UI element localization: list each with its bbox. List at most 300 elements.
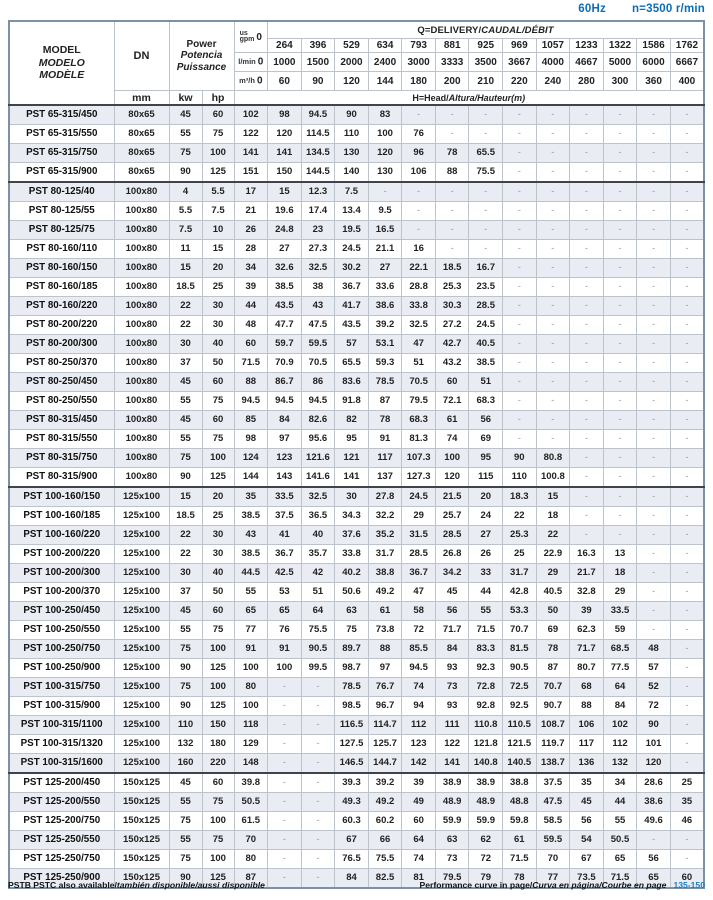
head-cell: - [268, 754, 302, 774]
hp-cell: 50 [202, 354, 234, 373]
kw-cell: 90 [169, 468, 202, 488]
model-cell: PST 80-315/550 [9, 430, 114, 449]
head-cell: - [670, 659, 704, 678]
head-cell: 31.7 [368, 545, 402, 564]
head-cell: 15 [268, 182, 302, 202]
head-cell: 83 [368, 105, 402, 125]
head-cell: 70.7 [536, 678, 570, 697]
head-cell: 66 [368, 831, 402, 850]
hp-cell: 60 [202, 411, 234, 430]
head-cell: - [503, 316, 537, 335]
head-cell: 120 [268, 125, 302, 144]
head-cell: - [435, 240, 469, 259]
head-cell: 21.5 [435, 487, 469, 507]
head-cell: 70.5 [402, 373, 436, 392]
head-cell: 71.5 [469, 621, 503, 640]
hp-cell: 10 [202, 221, 234, 240]
kw-cell: 90 [169, 163, 202, 183]
dn-cell: 100x80 [114, 202, 169, 221]
head-cell: - [637, 507, 671, 526]
dn-cell: 100x80 [114, 240, 169, 259]
dn-cell: 125x100 [114, 735, 169, 754]
head-cell: 89.7 [335, 640, 369, 659]
head-cell: 100 [234, 659, 268, 678]
head-cell: 55 [603, 812, 637, 831]
head-cell: - [603, 526, 637, 545]
head-cell: 21 [234, 202, 268, 221]
hp-cell: 75 [202, 125, 234, 144]
head-cell: 48 [637, 640, 671, 659]
hp-cell: 20 [202, 259, 234, 278]
hp-cell: 100 [202, 640, 234, 659]
head-cell: - [570, 430, 604, 449]
head-cell: 59.5 [301, 335, 335, 354]
head-cell: - [637, 526, 671, 545]
hp-unit-header: hp [202, 91, 234, 106]
head-cell: - [536, 278, 570, 297]
head-cell: - [603, 354, 637, 373]
head-cell: 65 [268, 602, 302, 621]
kw-cell: 7.5 [169, 221, 202, 240]
head-cell: 68.3 [402, 411, 436, 430]
dn-column-header: DN [114, 21, 169, 91]
kw-cell: 15 [169, 487, 202, 507]
hp-cell: 30 [202, 297, 234, 316]
table-row [9, 125, 704, 144]
head-cell: 40.2 [335, 564, 369, 583]
head-cell: 137 [368, 468, 402, 488]
head-cell: 43 [301, 297, 335, 316]
head-cell: - [603, 316, 637, 335]
head-cell: 52 [637, 678, 671, 697]
head-cell: - [670, 716, 704, 735]
table-row [9, 202, 704, 221]
table-row [9, 105, 704, 125]
head-cell: 32.2 [368, 507, 402, 526]
head-cell: 84 [603, 697, 637, 716]
head-cell: - [670, 526, 704, 545]
flow-value-cell: 2000 [335, 53, 369, 72]
table-row [9, 468, 704, 488]
head-cell: 116.5 [335, 716, 369, 735]
head-cell: - [670, 621, 704, 640]
head-cell: - [670, 583, 704, 602]
head-cell: 100.8 [536, 468, 570, 488]
hp-cell: 100 [202, 678, 234, 697]
head-cell: 68.5 [603, 640, 637, 659]
head-cell: 140 [335, 163, 369, 183]
head-cell: - [301, 831, 335, 850]
us-gpm-unit-label: us gpm [239, 29, 255, 43]
head-cell: 65.5 [469, 144, 503, 163]
head-cell: 151 [234, 163, 268, 183]
table-row [9, 621, 704, 640]
kw-cell: 75 [169, 812, 202, 831]
head-cell: - [268, 716, 302, 735]
dn-cell: 100x80 [114, 335, 169, 354]
head-cell: 77 [234, 621, 268, 640]
head-cell: 78 [435, 144, 469, 163]
head-cell: 132 [603, 754, 637, 774]
dn-cell: 100x80 [114, 468, 169, 488]
dn-cell: 100x80 [114, 411, 169, 430]
kw-cell: 22 [169, 545, 202, 564]
kw-cell: 75 [169, 640, 202, 659]
head-cell: 91 [268, 640, 302, 659]
head-cell: - [570, 316, 604, 335]
head-cell: - [570, 240, 604, 259]
head-cell: - [637, 221, 671, 240]
head-cell: 94.5 [234, 392, 268, 411]
head-cell: - [469, 105, 503, 125]
head-cell: 18 [536, 507, 570, 526]
head-cell: - [670, 373, 704, 392]
head-cell: 25.7 [435, 507, 469, 526]
head-cell: 144.7 [368, 754, 402, 774]
head-cell: 35 [670, 793, 704, 812]
head-cell: 23.5 [469, 278, 503, 297]
head-cell: 45 [570, 793, 604, 812]
head-cell: - [503, 297, 537, 316]
flow-value-cell: 4000 [536, 53, 570, 72]
table-row [9, 278, 704, 297]
model-cell: PST 65-315/900 [9, 163, 114, 183]
head-cell: - [570, 392, 604, 411]
head-cell: 26 [469, 545, 503, 564]
head-cell: - [670, 259, 704, 278]
head-cell: 39 [234, 278, 268, 297]
model-cell: PST 80-160/220 [9, 297, 114, 316]
hp-cell: 100 [202, 812, 234, 831]
model-cell: PST 80-315/450 [9, 411, 114, 430]
model-cell: PST 100-315/1320 [9, 735, 114, 754]
head-cell: 80 [234, 678, 268, 697]
flow-value-cell: 529 [335, 39, 369, 53]
kw-cell: 37 [169, 583, 202, 602]
head-cell: 33.8 [402, 297, 436, 316]
dn-cell: 150x125 [114, 773, 169, 793]
model-cell: PST 80-160/110 [9, 240, 114, 259]
table-row [9, 411, 704, 430]
hp-cell: 50 [202, 583, 234, 602]
head-cell: 40.5 [469, 335, 503, 354]
head-cell: - [603, 335, 637, 354]
head-cell: - [670, 163, 704, 183]
head-cell: 77.5 [603, 659, 637, 678]
head-cell: 47 [402, 583, 436, 602]
head-cell: 44 [603, 793, 637, 812]
kw-cell: 75 [169, 144, 202, 163]
head-cell: - [637, 182, 671, 202]
head-cell: 26.8 [435, 545, 469, 564]
table-row [9, 449, 704, 468]
flow-value-cell: 4667 [570, 53, 604, 72]
head-cell: 101 [637, 735, 671, 754]
head-cell: 68 [570, 678, 604, 697]
head-cell: 76 [268, 621, 302, 640]
head-cell: 13.4 [335, 202, 369, 221]
head-cell: 30 [335, 487, 369, 507]
head-cell: 80 [234, 850, 268, 869]
model-cell: PST 80-250/450 [9, 373, 114, 392]
head-cell: - [503, 259, 537, 278]
head-cell: 29 [536, 564, 570, 583]
head-cell: 22.9 [536, 545, 570, 564]
head-cell: 38.8 [503, 773, 537, 793]
head-cell: 34 [603, 773, 637, 793]
head-cell: - [670, 335, 704, 354]
table-row [9, 850, 704, 869]
speed-label: n=3500 r/min [631, 3, 705, 15]
head-cell: - [435, 221, 469, 240]
head-cell: 47.5 [536, 793, 570, 812]
flow-value-cell: 1000 [268, 53, 302, 72]
head-cell: - [670, 487, 704, 507]
head-cell: 63 [435, 831, 469, 850]
head-cell: 77 [536, 869, 570, 889]
head-cell: 134.5 [301, 144, 335, 163]
head-cell: 85 [234, 411, 268, 430]
head-cell: - [603, 259, 637, 278]
head-cell: - [402, 182, 436, 202]
head-cell: 144 [234, 468, 268, 488]
head-cell: 110.5 [503, 716, 537, 735]
head-cell: 100 [435, 449, 469, 468]
head-cell: 25.3 [503, 526, 537, 545]
head-cell: 72 [469, 850, 503, 869]
head-cell: - [570, 297, 604, 316]
head-cell: 73.8 [368, 621, 402, 640]
head-cell: - [637, 602, 671, 621]
head-cell: 111 [435, 716, 469, 735]
head-cell: 146.5 [335, 754, 369, 774]
head-cell: - [603, 125, 637, 144]
head-cell: - [536, 259, 570, 278]
hp-cell: 30 [202, 316, 234, 335]
head-cell: 91 [368, 430, 402, 449]
head-cell: - [670, 221, 704, 240]
head-cell: 98 [234, 430, 268, 449]
head-cell: 76 [402, 125, 436, 144]
hp-cell: 40 [202, 564, 234, 583]
head-cell: 42.7 [435, 335, 469, 354]
model-column-header: MODEL MODELO MODÈLE [9, 21, 114, 105]
head-cell: 122 [435, 735, 469, 754]
head-cell: 125.7 [368, 735, 402, 754]
us-gpm-zero-header: us gpm 0 [234, 21, 268, 53]
head-cell: 38.5 [234, 507, 268, 526]
table-row [9, 221, 704, 240]
hp-cell: 100 [202, 850, 234, 869]
head-cell: 35 [570, 773, 604, 793]
head-cell: 136 [570, 754, 604, 774]
head-cell: 75.5 [301, 621, 335, 640]
head-cell: 19.6 [268, 202, 302, 221]
model-cell: PST 125-250/750 [9, 850, 114, 869]
model-cell: PST 125-200/750 [9, 812, 114, 831]
kw-cell: 55 [169, 125, 202, 144]
head-cell: 39 [402, 773, 436, 793]
head-cell: 38.6 [368, 297, 402, 316]
head-cell: - [536, 373, 570, 392]
head-cell: 93 [435, 659, 469, 678]
head-cell: 56 [637, 850, 671, 869]
head-cell: 17 [234, 182, 268, 202]
head-cell: 35 [234, 487, 268, 507]
head-cell: - [570, 373, 604, 392]
head-cell: - [469, 125, 503, 144]
head-cell: 78 [503, 869, 537, 889]
head-cell: 59.9 [469, 812, 503, 831]
head-cell: 81 [402, 869, 436, 889]
head-cell: 33 [469, 564, 503, 583]
head-cell: - [670, 602, 704, 621]
page-footer [8, 880, 705, 890]
head-cell: 117 [368, 449, 402, 468]
head-cell: 9.5 [368, 202, 402, 221]
head-cell: - [268, 869, 302, 889]
model-cell: PST 100-160/220 [9, 526, 114, 545]
table-row [9, 316, 704, 335]
head-cell: 61 [503, 831, 537, 850]
model-cell: PST 80-315/750 [9, 449, 114, 468]
head-cell: 79 [469, 869, 503, 889]
kw-cell: 22 [169, 316, 202, 335]
head-cell: 76.7 [368, 678, 402, 697]
head-cell: 94.5 [301, 105, 335, 125]
head-cell: 40 [301, 526, 335, 545]
head-cell: - [670, 430, 704, 449]
hp-cell: 125 [202, 659, 234, 678]
dn-cell: 125x100 [114, 621, 169, 640]
head-cell: 71.5 [603, 869, 637, 889]
head-cell: 47 [402, 335, 436, 354]
head-cell: 84 [335, 869, 369, 889]
head-cell: 22 [536, 526, 570, 545]
hp-cell: 180 [202, 735, 234, 754]
head-cell: - [536, 411, 570, 430]
dn-cell: 100x80 [114, 354, 169, 373]
head-cell: 25.3 [435, 278, 469, 297]
table-row [9, 678, 704, 697]
head-cell: 88 [570, 697, 604, 716]
head-cell: - [268, 850, 302, 869]
head-cell: - [503, 221, 537, 240]
head-cell: 91.8 [335, 392, 369, 411]
head-cell: - [301, 793, 335, 812]
head-cell: 28.5 [469, 297, 503, 316]
flow-value-cell: 6667 [670, 53, 704, 72]
dn-cell: 125x100 [114, 640, 169, 659]
head-cell: - [570, 163, 604, 183]
head-cell: 119.7 [536, 735, 570, 754]
head-cell: - [301, 850, 335, 869]
head-cell: 97 [368, 659, 402, 678]
head-cell: 121.6 [301, 449, 335, 468]
head-cell: 87 [536, 659, 570, 678]
head-cell: - [670, 354, 704, 373]
head-cell: 18 [603, 564, 637, 583]
head-cell: 102 [603, 716, 637, 735]
table-row [9, 354, 704, 373]
head-cell: 36.7 [402, 564, 436, 583]
head-cell: 24.5 [335, 240, 369, 259]
head-cell: - [469, 221, 503, 240]
dn-cell: 80x65 [114, 105, 169, 125]
head-cell: 60 [234, 335, 268, 354]
flow-value-cell: 120 [335, 72, 369, 91]
head-cell: - [368, 182, 402, 202]
head-cell: - [670, 105, 704, 125]
head-cell: 138.7 [536, 754, 570, 774]
kw-cell: 75 [169, 850, 202, 869]
head-cell: 22.1 [402, 259, 436, 278]
head-cell: - [670, 754, 704, 774]
model-cell: PST 125-250/900 [9, 869, 114, 889]
flow-value-cell: 1762 [670, 39, 704, 53]
head-cell: 60 [402, 812, 436, 831]
dn-cell: 125x100 [114, 678, 169, 697]
head-cell: - [670, 468, 704, 488]
head-cell: 83.3 [469, 640, 503, 659]
performance-curve-note [420, 880, 705, 890]
kw-cell: 55 [169, 430, 202, 449]
head-cell: 95.6 [301, 430, 335, 449]
flow-value-cell: 1322 [603, 39, 637, 53]
head-cell: - [268, 697, 302, 716]
model-cell: PST 65-315/550 [9, 125, 114, 144]
head-cell: 114.5 [301, 125, 335, 144]
head-cell: 120 [637, 754, 671, 774]
flow-value-cell: 400 [670, 72, 704, 91]
head-cell: 79.5 [402, 392, 436, 411]
head-cell: 60 [670, 869, 704, 889]
head-cell: - [503, 373, 537, 392]
head-cell: 140.8 [469, 754, 503, 774]
page-range: 135-150 [673, 880, 705, 890]
head-cell: - [670, 144, 704, 163]
kw-cell: 90 [169, 659, 202, 678]
head-cell: - [536, 297, 570, 316]
head-cell: 74 [402, 850, 436, 869]
head-cell: 90 [503, 449, 537, 468]
head-cell: - [570, 221, 604, 240]
head-cell: 50 [536, 602, 570, 621]
head-cell: 141 [268, 144, 302, 163]
head-cell: 24.5 [469, 316, 503, 335]
head-cell: 92.3 [469, 659, 503, 678]
head-cell: - [503, 144, 537, 163]
head-cell: - [301, 678, 335, 697]
table-row [9, 793, 704, 812]
hp-cell: 75 [202, 621, 234, 640]
head-cell: 59.7 [268, 335, 302, 354]
head-cell: - [301, 869, 335, 889]
head-cell: 30.2 [335, 259, 369, 278]
head-cell: 57 [637, 659, 671, 678]
head-cell: 86.7 [268, 373, 302, 392]
head-cell: 19.5 [335, 221, 369, 240]
head-cell: 93 [435, 697, 469, 716]
head-cell: 43.5 [268, 297, 302, 316]
hp-cell: 60 [202, 373, 234, 392]
head-cell: - [670, 507, 704, 526]
head-cell: 71.5 [503, 850, 537, 869]
head-cell: - [570, 125, 604, 144]
head-cell: - [637, 621, 671, 640]
flow-value-cell: 200 [435, 72, 469, 91]
table-row [9, 392, 704, 411]
